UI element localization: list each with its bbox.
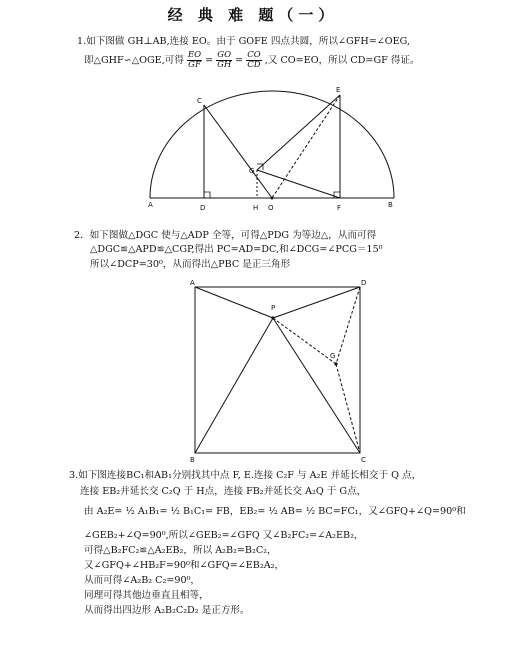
p2-line2: △DGC≌△APD≌△CGP,得出 PC=AD=DC,和∠DCG=∠PCG＝15⁰ — [90, 244, 383, 255]
segment-eo — [272, 95, 340, 198]
label-b: B — [388, 201, 393, 209]
right-angle-d — [204, 192, 210, 198]
segment-dg — [336, 287, 360, 364]
p3-line5: 可得△B₂FC₂≌△A₂EB₂，所以 A₂B₂=B₂C₂， — [84, 545, 277, 556]
p3-line9: 从而得出四边形 A₂B₂C₂D₂ 是正方形。 — [84, 605, 250, 616]
frac2-den: GH — [217, 60, 232, 70]
label-c2: C — [361, 456, 366, 464]
p3-line7: 从而可得∠A₂B₂ C₂=90⁰， — [84, 575, 201, 586]
label-h: H — [253, 204, 259, 212]
segment-pg — [273, 318, 336, 364]
label-a2: A — [190, 279, 195, 287]
label-g: G — [249, 167, 255, 175]
page-title: 经 典 难 题（一） — [167, 6, 339, 24]
label-c: C — [197, 97, 202, 105]
p3-line3: 由 A₂E= ½ A₁B₁= ½ B₁C₁= FB，EB₂= ½ AB= ½ BC=FC₁，又∠GFQ+∠Q=90⁰和 — [84, 506, 466, 517]
label-b2: B — [190, 456, 195, 464]
label-e: E — [336, 86, 341, 94]
label-g2: G — [330, 352, 336, 360]
segment-ap — [195, 287, 276, 318]
p3-line1: 3.如下图连接BC₁和AB₁分别找其中点 F, E.连接 C₂F 与 A₂E 并延长相交于 Q 点， — [69, 470, 422, 481]
segment-pc — [273, 318, 360, 453]
label-a: A — [148, 201, 153, 209]
p1-line2-pre: 即△GHF∽△OGE,可得 — [84, 55, 184, 66]
label-o: O — [268, 204, 274, 212]
frac3-num: CO — [247, 50, 261, 60]
segment-dp — [273, 287, 360, 318]
semicircle-arc — [150, 91, 394, 198]
label-d: D — [200, 204, 206, 212]
p3-line4: ∠GEB₂+∠Q=90⁰,所以∠GEB₂=∠GFQ 又∠B₂FC₂=∠A₂EB₂， — [84, 530, 364, 541]
label-p: P — [271, 304, 276, 312]
p1-line1: 1.如下图做 GH⊥AB,连接 EO。由于 GOFE 四点共圆，所以∠GFH=∠OEG, — [77, 36, 411, 47]
square-abcd — [195, 287, 360, 453]
segment-co — [204, 105, 272, 198]
frac3-den: CD — [247, 60, 261, 70]
p1-line2-post: ,又 CO=EO，所以 CD=GF 得证。 — [264, 55, 420, 66]
p2-line1: 2．如下图做△DGC 使与△ADP 全等，可得△PDG 为等边△，从而可得 — [74, 230, 377, 241]
point-g — [334, 362, 337, 365]
point-o — [271, 197, 274, 200]
p2-line3: 所以∠DCP=30⁰，从而得出△PBC 是正三角形 — [90, 259, 291, 270]
label-d2: D — [361, 279, 367, 287]
frac2-num: GO — [217, 50, 232, 60]
p3-line8: 同理可得其他边垂直且相等， — [84, 590, 209, 601]
frac1-den: GF — [188, 60, 201, 70]
eq-sign-1: = — [205, 55, 214, 66]
segment-gc — [336, 364, 360, 453]
label-f: F — [337, 204, 342, 212]
point-p — [271, 316, 274, 319]
frac1-num: EO — [187, 50, 202, 60]
p3-line2: 连接 EB₂并延长交 C₂Q 于 H点，连接 FB₂并延长交 A₂Q 于 G点， — [80, 486, 367, 497]
p3-line6: 又∠GFQ+∠HB₂F=90⁰和∠GFQ=∠EB₂A₂， — [84, 560, 285, 571]
segment-pb — [195, 318, 273, 453]
eq-sign-2: = — [235, 55, 244, 66]
